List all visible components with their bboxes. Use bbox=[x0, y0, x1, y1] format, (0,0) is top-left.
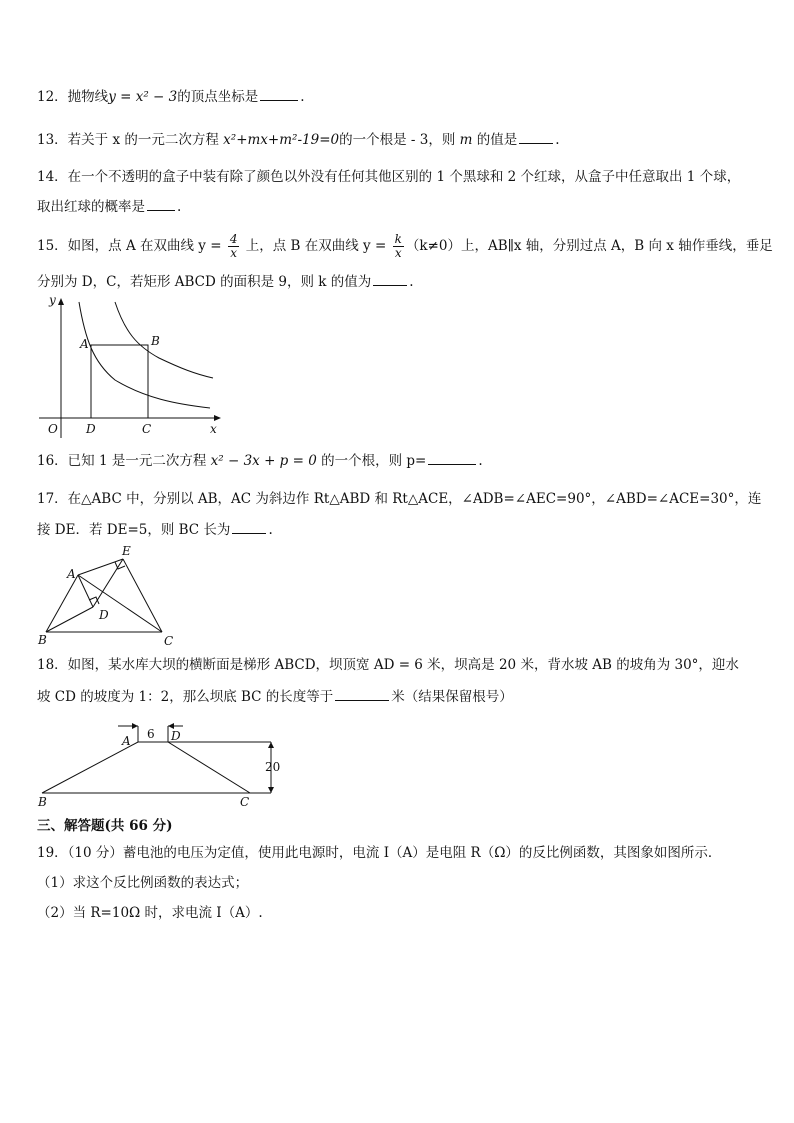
q16-suffix: 的一个根，则 p= bbox=[316, 453, 427, 469]
label-e: E bbox=[122, 544, 131, 558]
q18-answer-blank[interactable] bbox=[335, 688, 389, 701]
label-b: B bbox=[38, 633, 47, 647]
q15-frac1-den: x bbox=[230, 246, 238, 260]
label-c: C bbox=[142, 422, 152, 436]
q18-line2-suffix: 米（结果保留根号） bbox=[391, 689, 513, 705]
question-18-line1: 18．如图，某水库大坝的横断面是梯形 ABCD，坝顶宽 AD = 6 米，坝高是 20 米，背水坡 AB 的坡角为 30°，迎水 bbox=[37, 657, 739, 673]
label-height: 20 bbox=[265, 760, 281, 774]
question-14-line2 bbox=[37, 198, 181, 216]
q15-frac2-den: x bbox=[394, 246, 402, 260]
label-b: B bbox=[38, 795, 47, 809]
q15-text-c: （k≠0）上，AB∥x 轴，分别过点 A，B 向 x 轴作垂线，垂足 bbox=[405, 238, 773, 254]
q17-answer-blank[interactable] bbox=[232, 521, 266, 534]
question-19-sub1: （1）求这个反比例函数的表达式； bbox=[37, 875, 249, 891]
segment-ae bbox=[78, 559, 123, 575]
q16-answer-blank[interactable] bbox=[428, 452, 476, 465]
question-16 bbox=[37, 452, 483, 470]
label-a: A bbox=[122, 734, 131, 748]
label-d: D bbox=[171, 729, 181, 743]
question-17-line2 bbox=[37, 521, 273, 539]
q15-figure bbox=[35, 292, 225, 440]
label-y: y bbox=[49, 293, 56, 307]
q12-end: . bbox=[300, 89, 305, 105]
height-arrow-bottom bbox=[268, 787, 274, 793]
label-a: A bbox=[80, 337, 89, 351]
q12-prefix: 12．抛物线 bbox=[37, 89, 109, 105]
q12-suffix: 的顶点坐标是 bbox=[177, 89, 259, 105]
hyperbola-4-over-x bbox=[79, 302, 210, 408]
label-b: B bbox=[151, 334, 160, 348]
q17-end: . bbox=[268, 522, 273, 538]
y-axis-arrow bbox=[58, 298, 64, 305]
section-3-title: 三、解答题(共 66 分) bbox=[37, 818, 173, 834]
question-15-line1 bbox=[37, 232, 773, 260]
q15-frac2-num: k bbox=[394, 232, 402, 246]
q13-prefix: 13．若关于 x 的一元二次方程 bbox=[37, 132, 224, 148]
question-19-line1: 19．（10 分）蓄电池的电压为定值，使用此电源时，电流 I（A）是电阻 R（Ω）的反比例函数，其图象如图所示． bbox=[37, 845, 722, 861]
q15-fraction-2 bbox=[393, 233, 404, 260]
q13-equation: x²+mx+m²-19=0 bbox=[223, 132, 340, 148]
q14-line2-text: 取出红球的概率是 bbox=[37, 199, 145, 215]
segment-ac bbox=[78, 575, 162, 632]
q12-formula: y = x² − 3 bbox=[108, 89, 178, 105]
question-12 bbox=[37, 88, 305, 106]
q15-frac1-num: 4 bbox=[229, 232, 238, 246]
q13-suffix: 的值是 bbox=[472, 132, 518, 148]
label-a: A bbox=[67, 567, 76, 581]
q18-line2-text: 坡 CD 的坡度为 1：2，那么坝底 BC 的长度等于 bbox=[37, 689, 334, 705]
q17-line2-text: 接 DE．若 DE=5，则 BC 长为 bbox=[37, 522, 231, 538]
q14-end: . bbox=[177, 199, 182, 215]
question-14-line1: 14．在一个不透明的盒子中装有除了颜色以外没有任何其他区别的 1 个黑球和 2 个红球，从盒子中任意取出 1 个球， bbox=[37, 169, 741, 185]
q16-end: . bbox=[478, 453, 483, 469]
q15-answer-blank[interactable] bbox=[373, 273, 407, 286]
rectangle-abcd bbox=[91, 345, 148, 418]
label-c: C bbox=[240, 795, 250, 809]
trapezoid-abcd bbox=[42, 742, 250, 793]
q13-end: . bbox=[555, 132, 560, 148]
question-13 bbox=[37, 131, 560, 149]
hyperbola-k-over-x bbox=[115, 302, 213, 378]
label-d: D bbox=[86, 422, 96, 436]
q15-line2-text: 分别为 D，C，若矩形 ABCD 的面积是 9，则 k 的值为 bbox=[37, 274, 372, 290]
q15-end: . bbox=[409, 274, 414, 290]
q18-figure bbox=[35, 712, 285, 810]
height-arrow-top bbox=[268, 742, 274, 748]
label-x: x bbox=[210, 422, 217, 436]
x-axis-arrow bbox=[214, 415, 221, 421]
q15-text-b: 上，点 B 在双曲线 y = bbox=[241, 238, 391, 254]
segment-ec bbox=[123, 559, 162, 632]
q16-prefix: 16．已知 1 是一元二次方程 bbox=[37, 453, 211, 469]
q14-answer-blank[interactable] bbox=[147, 198, 175, 211]
width-arrow-left bbox=[132, 723, 138, 729]
label-c: C bbox=[164, 634, 174, 648]
q13-mid: 的一个根是 - 3，则 bbox=[339, 132, 460, 148]
label-o: O bbox=[48, 422, 58, 436]
q13-var: m bbox=[459, 132, 473, 148]
q17-figure bbox=[35, 540, 185, 650]
question-15-line2 bbox=[37, 273, 414, 291]
question-18-line2 bbox=[37, 688, 513, 706]
label-d: D bbox=[99, 608, 109, 622]
label-width: 6 bbox=[147, 727, 155, 741]
q16-equation: x² − 3x + p = 0 bbox=[210, 453, 317, 469]
q12-answer-blank[interactable] bbox=[260, 88, 298, 101]
question-19-sub2: （2）当 R=10Ω 时，求电流 I（A）. bbox=[37, 905, 263, 921]
question-17-line1: 17．在△ABC 中，分别以 AB，AC 为斜边作 Rt△ABD 和 Rt△ACE，∠ADB=∠AEC=90°，∠ABD=∠ACE=30°，连 bbox=[37, 491, 762, 507]
q13-answer-blank[interactable] bbox=[519, 131, 553, 144]
q15-text-a: 15．如图，点 A 在双曲线 y = bbox=[37, 238, 226, 254]
q15-fraction-1 bbox=[228, 233, 240, 260]
